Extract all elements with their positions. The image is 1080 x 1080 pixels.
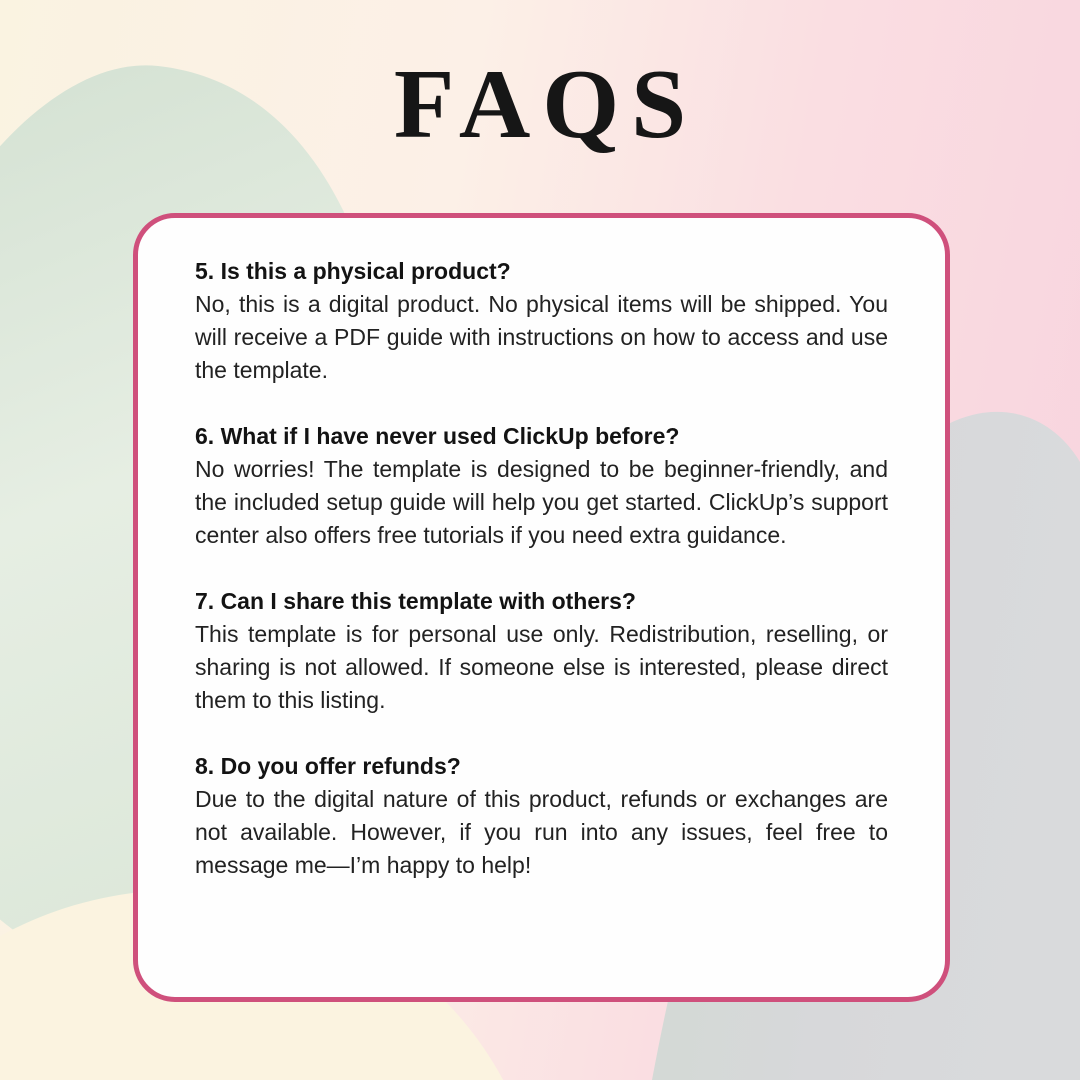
faq-answer: Due to the digital nature of this product, refunds or exchanges are not available. However, if you run into any issues, feel free to message me—I’m happy to help! <box>195 786 888 878</box>
faq-item <box>195 750 888 882</box>
faq-answer: No worries! The template is designed to be beginner-friendly, and the included setup guide will help you get started. ClickUp’s support center also offers free tutorials if you need extra guidance. <box>195 456 888 548</box>
faq-question: 5. Is this a physical product? <box>195 258 511 284</box>
page-title: FAQS <box>393 50 699 159</box>
faq-question: 6. What if I have never used ClickUp before? <box>195 423 680 449</box>
faq-answer: This template is for personal use only. Redistribution, reselling, or sharing is not allowed. If someone else is interested, please direct them to this listing. <box>195 621 888 713</box>
faq-question: 8. Do you offer refunds? <box>195 753 461 779</box>
faq-card <box>133 213 950 1002</box>
faq-question: 7. Can I share this template with others? <box>195 588 636 614</box>
faq-item <box>195 255 888 387</box>
faq-item <box>195 420 888 552</box>
faq-item <box>195 585 888 717</box>
faq-answer: No, this is a digital product. No physical items will be shipped. You will receive a PDF guide with instructions on how to access and use the template. <box>195 291 888 383</box>
